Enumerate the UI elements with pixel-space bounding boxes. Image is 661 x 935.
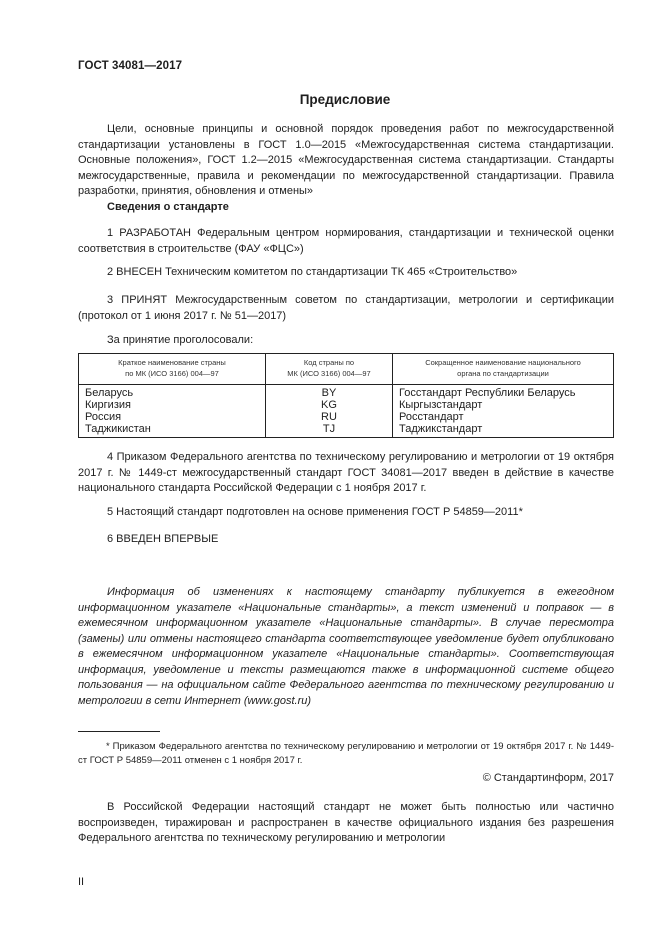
standard-code: ГОСТ 34081—2017 bbox=[78, 60, 183, 72]
intro-paragraph: Цели, основные принципы и основной порядок проведения работ по межгосударственной стандартизации установлены в ГОСТ 1.0—2015 «Межгосударственная система стандартизации. Основные положения», ГОСТ 1.2—2015 «Межгосударственная система стандартизации. Стандарты межгосударственные, правила и рекомендации по межгосударственной стандартизации. Правила разработки, принятия, обновления и отмены» bbox=[78, 123, 614, 197]
item-4-enacted: 4 Приказом Федерального агентства по техническому регулированию и метрологии от 19 октября 2017 г. № 1449-ст межгосударственный стандарт ГОСТ 34081—2017 введен в действие в качестве национального стандарта Российской Федерации с 1 ноября 2017 г. bbox=[78, 451, 614, 494]
table-header-row bbox=[79, 354, 614, 385]
footnote: * Приказом Федерального агентства по техническому регулированию и метрологии от 19 октября 2017 г. № 1449-ст ГОСТ Р 54859—2011 отменен с 1 ноября 2017 г. bbox=[78, 741, 614, 766]
item-3-adopted: 3 ПРИНЯТ Межгосударственным советом по стандартизации, метрологии и сертификации (протокол от 1 июня 2017 г. № 51—2017) bbox=[78, 294, 614, 322]
reproduction-notice: В Российской Федерации настоящий стандарт не может быть полностью или частично воспроизведен, тиражирован и распространен в качестве официального издания без разрешения Федерального агентства по техническому регулированию и метрологии bbox=[78, 801, 614, 844]
item-5-based-on: 5 Настоящий стандарт подготовлен на основе применения ГОСТ Р 54859—2011* bbox=[107, 506, 523, 518]
header-body: Сокращенное наименование национального органа по стандартизации bbox=[393, 354, 614, 385]
voting-countries-table bbox=[78, 353, 614, 438]
footnote-divider bbox=[78, 731, 160, 732]
code-column: BY KG RU TJ bbox=[266, 385, 393, 438]
voted-label: За принятие проголосовали: bbox=[107, 334, 254, 346]
header-country: Краткое наименование страны по МК (ИСО 3166) 004—97 bbox=[79, 354, 266, 385]
header-code: Код страны по МК (ИСО 3166) 004—97 bbox=[266, 354, 393, 385]
page-number: II bbox=[78, 876, 85, 888]
country-column: Беларусь Киргизия Россия Таджикистан bbox=[79, 385, 266, 438]
table-row bbox=[79, 385, 614, 438]
item-1-developed: 1 РАЗРАБОТАН Федеральным центром нормирования, стандартизации и технической оценки соответствия в строительстве (ФАУ «ФЦС») bbox=[78, 227, 614, 255]
body-column: Госстандарт Республики Беларусь Кыргызстандарт Росстандарт Таджикстандарт bbox=[393, 385, 614, 438]
copyright: © Стандартинформ, 2017 bbox=[482, 772, 614, 784]
page-title: Предисловие bbox=[299, 92, 391, 107]
section-heading: Сведения о стандарте bbox=[107, 201, 229, 213]
item-6-introduced: 6 ВВЕДЕН ВПЕРВЫЕ bbox=[107, 533, 219, 545]
changes-info-notice: Информация об изменениях к настоящему стандарту публикуется в ежегодном информационном указателе «Национальные стандарты», а текст изменений и поправок — в ежемесячном информационном указателе «Национальные стандарты». В случае пересмотра (замены) или отмены настоящего стандарта соответствующее уведомление будет опубликовано в ежемесячном информационном указателе «Национальные стандарты». Соответствующая информация, уведомление и тексты размещаются также в информационной системе общего пользования — на официальном сайте Федерального агентства по техническому регулированию и метрологии в сети Интернет (www.gost.ru) bbox=[78, 586, 614, 707]
item-2-submitted: 2 ВНЕСЕН Техническим комитетом по стандартизации ТК 465 «Строительство» bbox=[107, 266, 518, 278]
